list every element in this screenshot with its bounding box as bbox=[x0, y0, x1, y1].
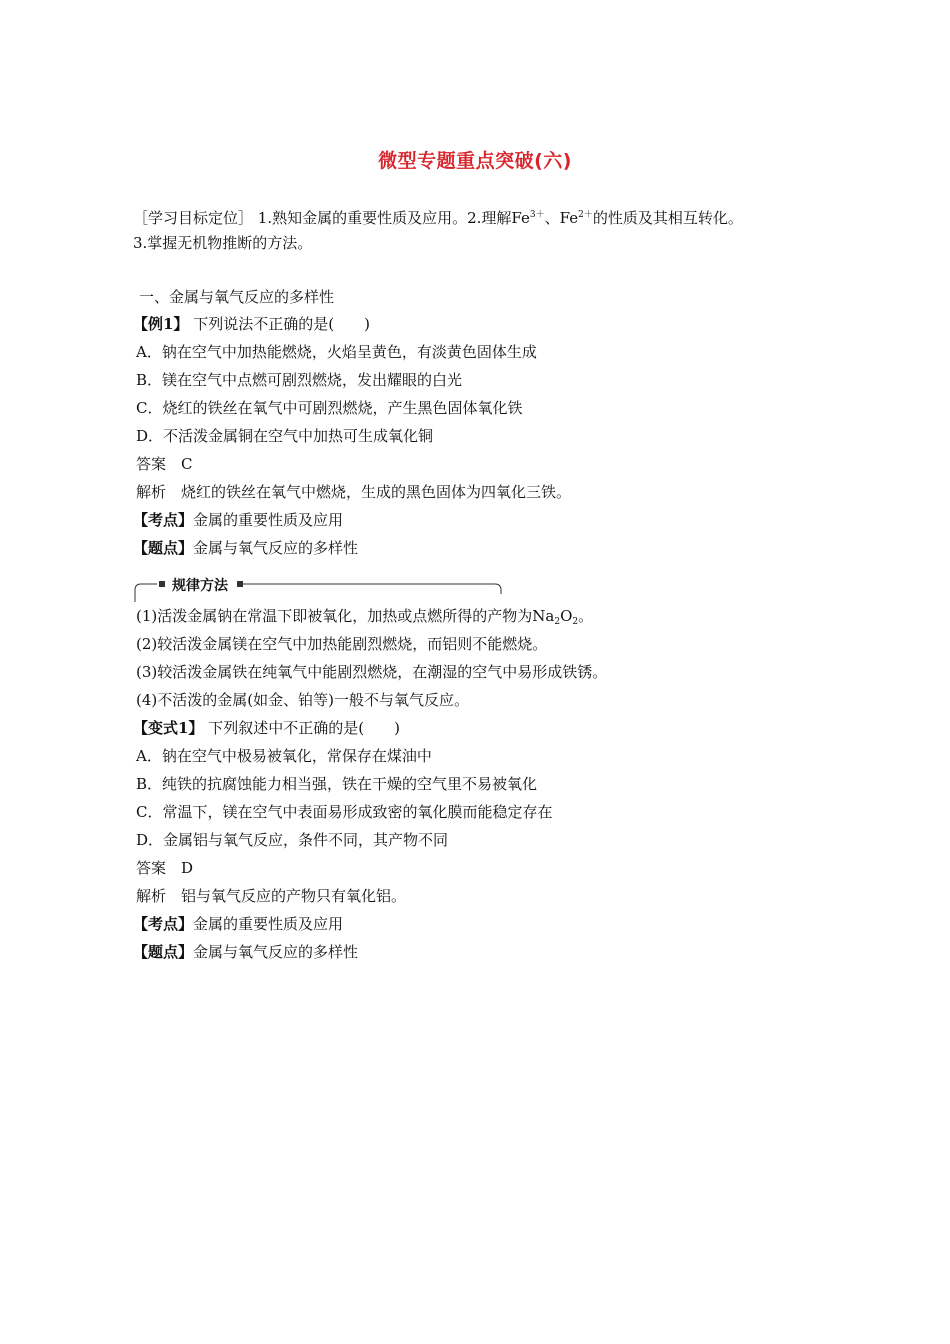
objectives-line-2: 3.掌握无机物推断的方法。 bbox=[133, 234, 313, 252]
option-c: C．常温下，镁在空气中表面易形成致密的氧化膜而能稳定存在 bbox=[136, 803, 553, 821]
option-c: C．烧红的铁丝在氧气中可剧烈燃烧，产生黑色固体氧化铁 bbox=[136, 399, 523, 417]
tidian bbox=[133, 538, 358, 558]
method-box-header bbox=[133, 574, 503, 604]
question-text: 下列叙述中不正确的是( ) bbox=[208, 719, 400, 737]
example-tag: 【例1】 bbox=[133, 315, 189, 333]
tidian-tag: 【题点】 bbox=[133, 539, 194, 557]
tidian bbox=[133, 942, 358, 962]
kaodian-tag: 【考点】 bbox=[133, 511, 194, 529]
method-item-4: (4)不活泼的金属(如金、铂等)一般不与氧气反应。 bbox=[136, 691, 469, 709]
analysis: 解析 烧红的铁丝在氧气中燃烧，生成的黑色固体为四氧化三铁。 bbox=[136, 483, 572, 501]
tidian-text: 金属与氧气反应的多样性 bbox=[193, 943, 359, 961]
analysis: 解析 铝与氧气反应的产物只有氧化铝。 bbox=[136, 887, 407, 905]
kaodian bbox=[133, 914, 343, 934]
option-b: B．镁在空气中点燃可剧烈燃烧，发出耀眼的白光 bbox=[136, 371, 463, 389]
answer: 答案 D bbox=[136, 859, 194, 877]
tidian-tag: 【题点】 bbox=[133, 943, 194, 961]
option-d: D．金属铝与氧气反应，条件不同，其产物不同 bbox=[136, 831, 449, 849]
objectives-label: ［学习目标定位］ bbox=[133, 209, 254, 227]
option-d: D．不活泼金属铜在空气中加热可生成氧化铜 bbox=[136, 427, 434, 445]
kaodian-tag: 【考点】 bbox=[133, 915, 194, 933]
method-item-3: (3)较活泼金属铁在纯氧气中能剧烈燃烧，在潮湿的空气中易形成铁锈。 bbox=[136, 663, 608, 681]
question-text: 下列说法不正确的是( ) bbox=[193, 315, 370, 333]
objectives-text: 1.熟知金属的重要性质及应用。2.理解$Fe^{3+}$、$Fe^{2+}$的性质及其相互转化。 bbox=[257, 209, 743, 227]
variant-tag: 【变式1】 bbox=[133, 719, 204, 737]
option-a: A．钠在空气中极易被氧化，常保存在煤油中 bbox=[136, 747, 432, 765]
learning-objectives bbox=[133, 205, 743, 228]
page-title: 微型专题重点突破(六) bbox=[378, 150, 572, 172]
kaodian-text: 金属的重要性质及应用 bbox=[193, 511, 344, 529]
tidian-text: 金属与氧气反应的多样性 bbox=[193, 539, 359, 557]
method-title: 规律方法 bbox=[168, 575, 232, 595]
method-item-2: (2)较活泼金属镁在空气中加热能剧烈燃烧，而铝则不能燃烧。 bbox=[136, 635, 548, 653]
option-b: B．纯铁的抗腐蚀能力相当强，铁在干燥的空气里不易被氧化 bbox=[136, 775, 538, 793]
example-1-question bbox=[133, 314, 370, 334]
kaodian-text: 金属的重要性质及应用 bbox=[193, 915, 344, 933]
variant-1-question bbox=[133, 718, 400, 738]
kaodian bbox=[133, 510, 343, 530]
method-item-1: (1)活泼金属钠在常温下即被氧化，加热或点燃所得的产物为$Na_2O_2$。 bbox=[136, 607, 594, 627]
section-heading: 一、金属与氧气反应的多样性 bbox=[139, 288, 335, 306]
option-a: A．钠在空气中加热能燃烧，火焰呈黄色，有淡黄色固体生成 bbox=[136, 343, 537, 361]
answer: 答案 C bbox=[136, 455, 193, 473]
